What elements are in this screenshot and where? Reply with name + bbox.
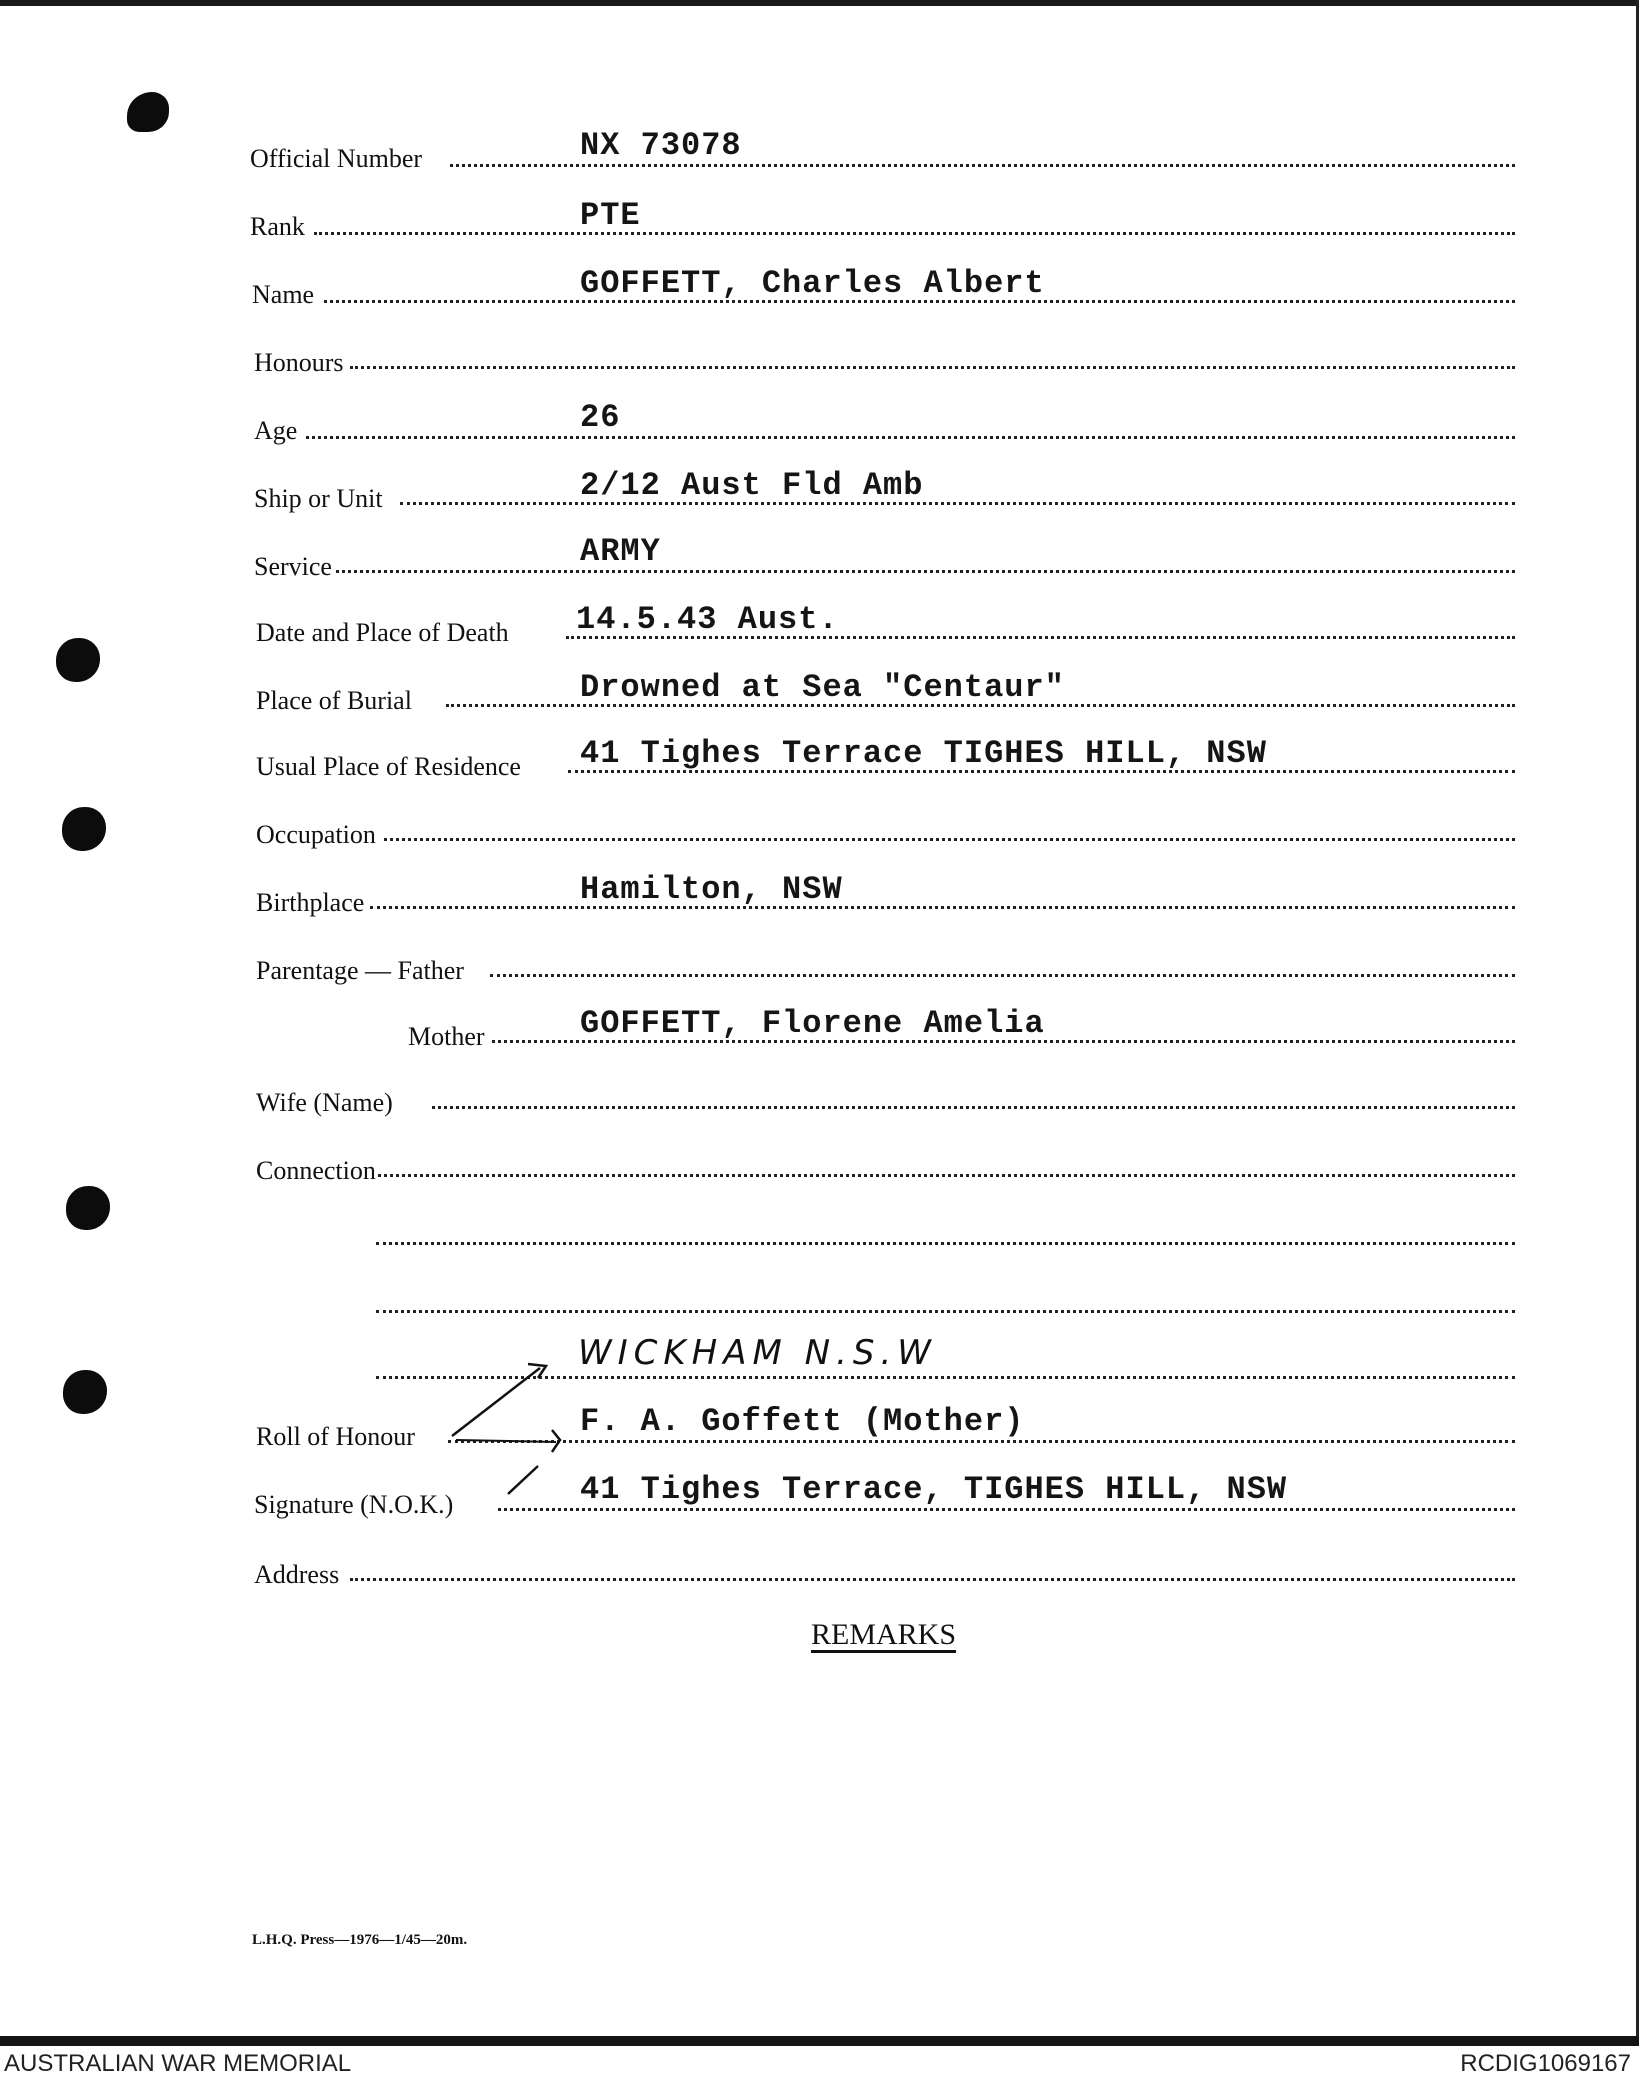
label-ship-or-unit: Ship or Unit <box>254 484 383 513</box>
label-mother: Mother <box>408 1022 485 1051</box>
label-signature: Signature (N.O.K.) <box>254 1490 454 1519</box>
label-connection: Connection <box>256 1156 376 1185</box>
value-ship-or-unit: 2/12 Aust Fld Amb <box>580 467 924 504</box>
label-usual-residence: Usual Place of Residence <box>256 752 521 781</box>
label-honours: Honours <box>254 348 344 377</box>
value-birthplace: Hamilton, NSW <box>580 871 843 908</box>
value-official-number: NX 73078 <box>580 127 742 164</box>
value-usual-residence: 41 Tighes Terrace TIGHES HILL, NSW <box>580 735 1267 772</box>
value-age: 26 <box>580 399 621 436</box>
label-date-place-death: Date and Place of Death <box>256 618 509 647</box>
value-roll-of-honour: F. A. Goffett (Mother) <box>580 1403 1025 1440</box>
value-date-place-death: 14.5.43 Aust. <box>576 601 839 638</box>
value-mother: GOFFETT, Florene Amelia <box>580 1005 1045 1042</box>
label-official-number: Official Number <box>250 144 423 173</box>
value-handwritten-note: WICKHAM N.S.W <box>578 1333 937 1373</box>
scan-bottom-edge <box>0 2036 1639 2046</box>
label-name: Name <box>252 280 315 309</box>
label-place-of-burial: Place of Burial <box>256 686 412 715</box>
label-wife: Wife (Name) <box>256 1088 393 1117</box>
value-service: ARMY <box>580 533 661 570</box>
value-rank: PTE <box>580 197 641 234</box>
label-birthplace: Birthplace <box>256 888 365 917</box>
footer-record-id: RCDIG1069167 <box>1460 2050 1631 2077</box>
footer-institution: AUSTRALIAN WAR MEMORIAL <box>4 2050 352 2077</box>
label-service: Service <box>254 552 332 581</box>
value-name: GOFFETT, Charles Albert <box>580 265 1045 302</box>
value-place-of-burial: Drowned at Sea "Centaur" <box>580 669 1065 706</box>
label-occupation: Occupation <box>256 820 376 849</box>
label-rank: Rank <box>250 212 305 241</box>
label-address: Address <box>254 1560 340 1589</box>
label-parentage-father: Parentage — Father <box>256 956 464 985</box>
printer-imprint: L.H.Q. Press—1976—1/45—20m. <box>252 1932 468 1948</box>
label-roll-of-honour: Roll of Honour <box>256 1422 415 1451</box>
value-signature-address: 41 Tighes Terrace, TIGHES HILL, NSW <box>580 1471 1288 1508</box>
label-age: Age <box>254 416 298 445</box>
remarks-heading: REMARKS <box>811 1618 957 1651</box>
